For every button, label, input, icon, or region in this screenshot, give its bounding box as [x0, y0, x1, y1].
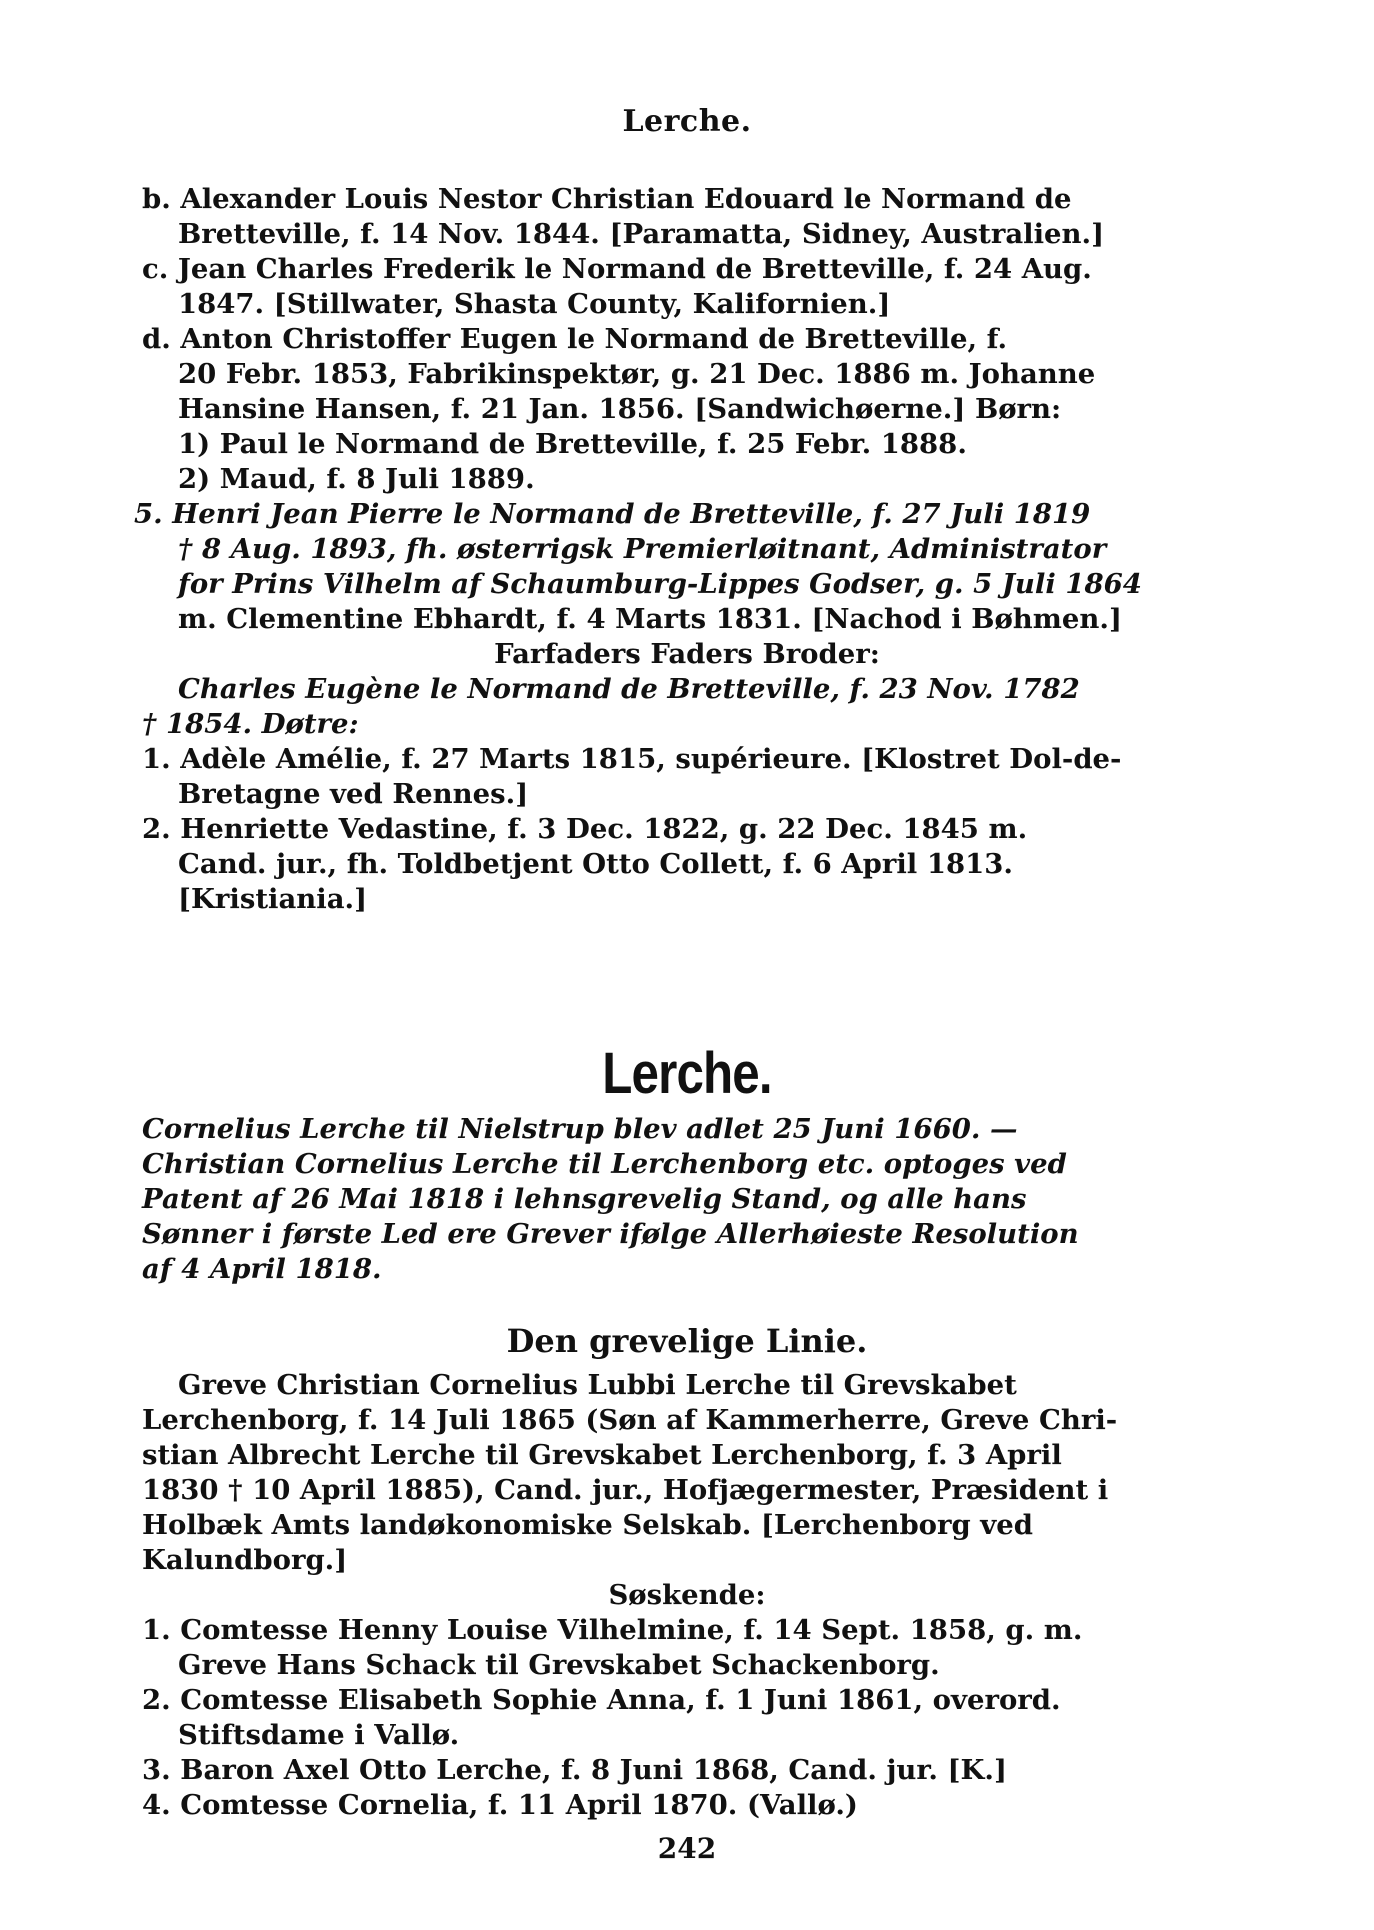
text-line: Cand. jur., fh. Toldbetjent Otto Collett, f. 6 April 1813.: [178, 848, 1013, 880]
text-line: 1830 † 10 April 1885), Cand. jur., Hofjægermester, Præsident i: [142, 1474, 1109, 1506]
text-line: [Kristiania.]: [178, 883, 368, 915]
text-line: Greve Hans Schack til Grevskabet Schackenborg.: [178, 1649, 940, 1681]
text-line: Lerchenborg, f. 14 Juli 1865 (Søn af Kammerherre, Greve Chri-: [142, 1404, 1118, 1436]
text-line: 2) Maud, f. 8 Juli 1889.: [178, 463, 535, 495]
entry-continuation: [142, 182, 1232, 497]
text-line: c. Jean Charles Frederik le Normand de Bretteville, f. 24 Aug.: [142, 253, 1092, 285]
text-line: Patent af 26 Mai 1818 i lehnsgrevelig Stand, og alle hans: [142, 1183, 1027, 1215]
count-entry: [142, 1368, 1232, 1823]
section-title: Lerche.: [602, 1041, 772, 1106]
text-line: Sønner i første Led ere Grever ifølge Allerhøieste Resolution: [142, 1218, 1079, 1250]
text-line: † 1854. Døtre:: [142, 708, 359, 740]
text-line: Hansine Hansen, f. 21 Jan. 1856. [Sandwichøerne.] Børn:: [178, 393, 1062, 425]
text-line: d. Anton Christoffer Eugen le Normand de Bretteville, f.: [142, 323, 1008, 355]
text-line: † 8 Aug. 1893, fh. østerrigsk Premierløitnant, Administrator: [178, 533, 1107, 565]
text-line: 5. Henri Jean Pierre le Normand de Bretteville, f. 27 Juli 1819: [134, 498, 1091, 530]
text-line: Holbæk Amts landøkonomiske Selskab. [Lerchenborg ved: [142, 1509, 1034, 1541]
subheading: Den grevelige Linie.: [506, 1322, 868, 1360]
text-line: 1) Paul le Normand de Bretteville, f. 25 Febr. 1888.: [178, 428, 967, 460]
text-line: for Prins Vilhelm af Schaumburg-Lippes Godser, g. 5 Juli 1864: [178, 568, 1142, 600]
line-subheading: [142, 1322, 1232, 1360]
subsection-heading: Søskende:: [608, 1579, 766, 1611]
text-line: af 4 April 1818.: [142, 1253, 382, 1285]
entry-5: [134, 497, 1232, 637]
text-line: 1847. [Stillwater, Shasta County, Kalifornien.]: [178, 288, 891, 320]
text-line: b. Alexander Louis Nestor Christian Edouard le Normand de: [142, 183, 1072, 215]
text-line: 4. Comtesse Cornelia, f. 11 April 1870. (Vallø.): [142, 1789, 858, 1821]
text-line: Bretagne ved Rennes.]: [178, 778, 529, 810]
subsection-heading: Farfaders Faders Broder:: [494, 638, 880, 670]
section-intro: [142, 1112, 1232, 1287]
text-line: m. Clementine Ebhardt, f. 4 Marts 1831. [Nachod i Bøhmen.]: [178, 603, 1122, 635]
text-line: stian Albrecht Lerche til Grevskabet Lerchenborg, f. 3 April: [142, 1439, 1062, 1471]
text-line: Charles Eugène le Normand de Bretteville, f. 23 Nov. 1782: [178, 673, 1080, 705]
text-line: 2. Comtesse Elisabeth Sophie Anna, f. 1 Juni 1861, overord.: [142, 1684, 1061, 1716]
text-line: Greve Christian Cornelius Lubbi Lerche til Grevskabet: [178, 1369, 1017, 1401]
text-line: Stiftsdame i Vallø.: [178, 1719, 460, 1751]
text-line: 1. Adèle Amélie, f. 27 Marts 1815, supérieure. [Klostret Dol-de-: [142, 743, 1122, 775]
running-head: Lerche.: [622, 104, 752, 139]
text-line: 1. Comtesse Henny Louise Vilhelmine, f. 14 Sept. 1858, g. m.: [142, 1614, 1083, 1646]
text-line: Christian Cornelius Lerche til Lerchenborg etc. optoges ved: [142, 1148, 1067, 1180]
text-line: Bretteville, f. 14 Nov. 1844. [Paramatta, Sidney, Australien.]: [178, 218, 1105, 250]
text-line: Kalundborg.]: [142, 1544, 348, 1576]
text-line: 2. Henriette Vedastine, f. 3 Dec. 1822, g. 22 Dec. 1845 m.: [142, 813, 1028, 845]
text-line: 20 Febr. 1853, Fabrikinspektør, g. 21 Dec. 1886 m. Johanne: [178, 358, 1096, 390]
page-number: 242: [657, 1832, 717, 1865]
text-line: 3. Baron Axel Otto Lerche, f. 8 Juni 1868, Cand. jur. [K.]: [142, 1754, 1008, 1786]
entry-farfaders-broder: [142, 637, 1232, 917]
text-line: Cornelius Lerche til Nielstrup blev adlet 25 Juni 1660. —: [142, 1113, 1018, 1145]
